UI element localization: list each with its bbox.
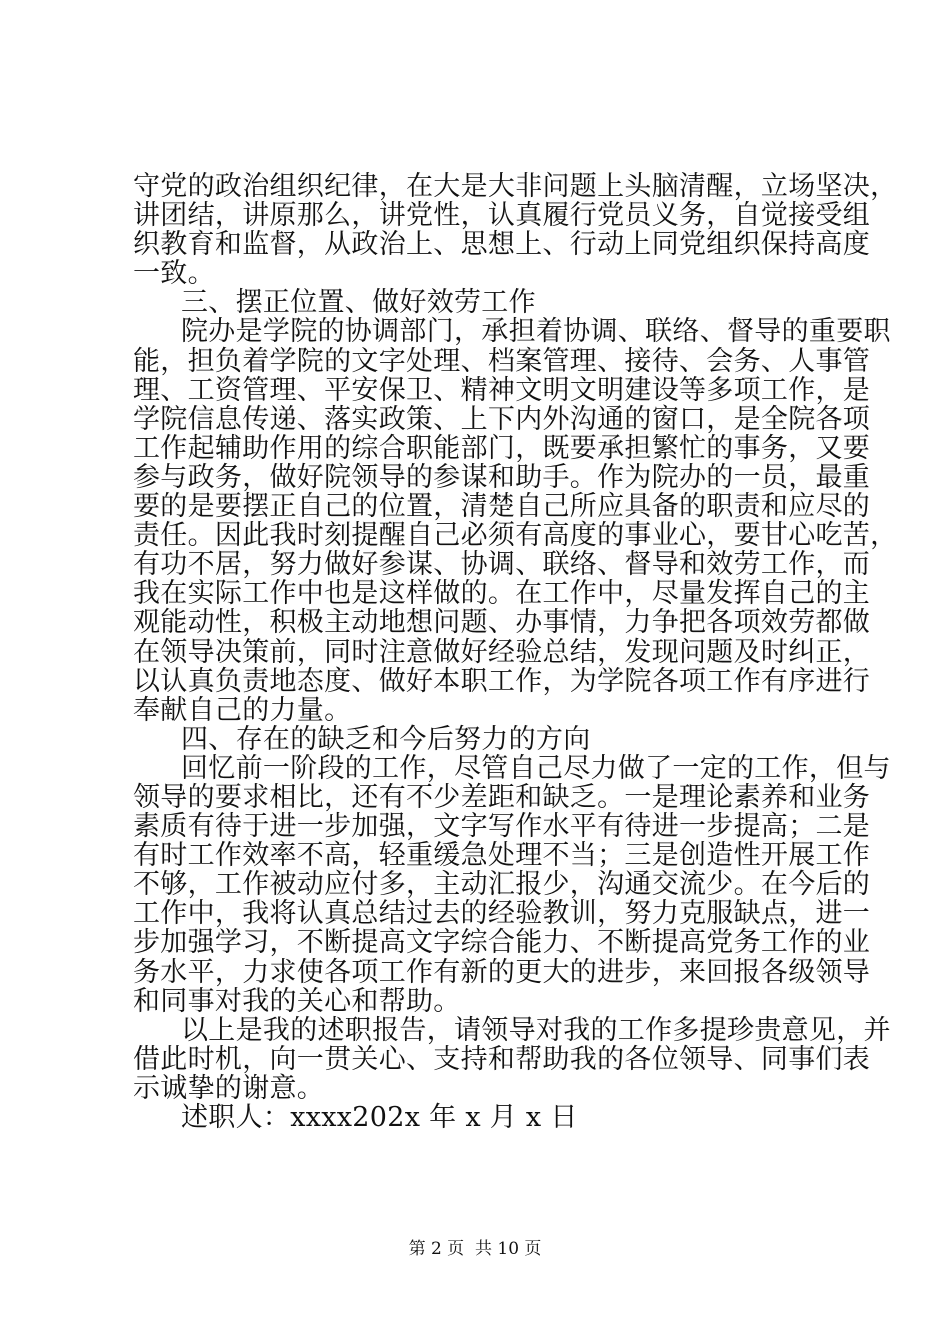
text-line: 一致。 bbox=[133, 258, 215, 290]
section-heading: 三、摆正位置、做好效劳工作 bbox=[181, 287, 536, 319]
document-body bbox=[133, 171, 898, 1133]
text-line: 我在实际工作中也是这样做的。在工作中，尽量发挥自己的主 bbox=[133, 578, 871, 610]
text-line: 理、工资管理、平安保卫、精神文明文明建设等多项工作，是 bbox=[133, 374, 871, 406]
text-line: 工作起辅助作用的综合职能部门，既要承担繁忙的事务，又要 bbox=[133, 432, 871, 464]
text-line: 借此时机，向一贯关心、支持和帮助我的各位领导、同事们表 bbox=[133, 1043, 871, 1075]
text-line: 和同事对我的关心和帮助。 bbox=[133, 985, 461, 1017]
text-line: 奉献自己的力量。 bbox=[133, 694, 352, 726]
text-line: 领导的要求相比，还有不少差距和缺乏。一是理论素养和业务 bbox=[133, 781, 871, 813]
text-line: 学院信息传递、落实政策、上下内外沟通的窗口，是全院各项 bbox=[133, 403, 871, 435]
section-heading: 四、存在的缺乏和今后努力的方向 bbox=[181, 723, 591, 755]
page-number-footer: 第 2 页 共 10 页 bbox=[408, 1239, 542, 1259]
paragraph-first-line: 以上是我的述职报告，请领导对我的工作多提珍贵意见，并 bbox=[181, 1014, 891, 1046]
text-line: 能，担负着学院的文字处理、档案管理、接待、会务、人事管 bbox=[133, 345, 871, 377]
text-line: 在领导决策前，同时注意做好经验总结，发现问题及时纠正， bbox=[133, 636, 871, 668]
text-line: 守党的政治组织纪律，在大是大非问题上头脑清醒，立场坚决， bbox=[133, 171, 898, 202]
text-line: 务水平，力求使各项工作有新的更大的进步，来回报各级领导 bbox=[133, 956, 871, 988]
paragraph-first-line: 回忆前一阶段的工作，尽管自己尽力做了一定的工作，但与 bbox=[181, 752, 891, 784]
text-line: 参与政务，做好院领导的参谋和助手。作为院办的一员，最重 bbox=[133, 461, 871, 493]
text-line: 示诚挚的谢意。 bbox=[133, 1072, 325, 1104]
text-line: 步加强学习，不断提高文字综合能力、不断提高党务工作的业 bbox=[133, 927, 871, 959]
text-line: 观能动性，积极主动地想问题、办事情，力争把各项效劳都做 bbox=[133, 607, 871, 639]
text-line: 不够，工作被动应付多，主动汇报少，沟通交流少。在今后的 bbox=[133, 869, 871, 901]
paragraph-first-line: 院办是学院的协调部门，承担着协调、联络、督导的重要职 bbox=[181, 316, 891, 348]
text-line: 以认真负责地态度、做好本职工作，为学院各项工作有序进行 bbox=[133, 665, 871, 697]
text-line: 要的是要摆正自己的位置，清楚自己所应具备的职责和应尽的 bbox=[133, 491, 871, 523]
text-line: 织教育和监督，从政治上、思想上、行动上同党组织保持高度 bbox=[133, 229, 871, 261]
text-line: 责任。因此我时刻提醒自己必须有高度的事业心，要甘心吃苦， bbox=[133, 520, 898, 552]
text-line: 工作中，我将认真总结过去的经验教训，努力克服缺点，进一 bbox=[133, 898, 871, 930]
text-line: 讲团结，讲原那么，讲党性，认真履行党员义务，自觉接受组 bbox=[133, 200, 871, 232]
text-line: 素质有待于进一步加强，文字写作水平有待进一步提高；二是 bbox=[133, 811, 871, 843]
signature-line: 述职人：xxxx202x 年 x 月 x 日 bbox=[181, 1102, 578, 1133]
text-line: 有时工作效率不高，轻重缓急处理不当；三是创造性开展工作 bbox=[133, 840, 871, 872]
text-line: 有功不居，努力做好参谋、协调、联络、督导和效劳工作，而 bbox=[133, 549, 871, 581]
